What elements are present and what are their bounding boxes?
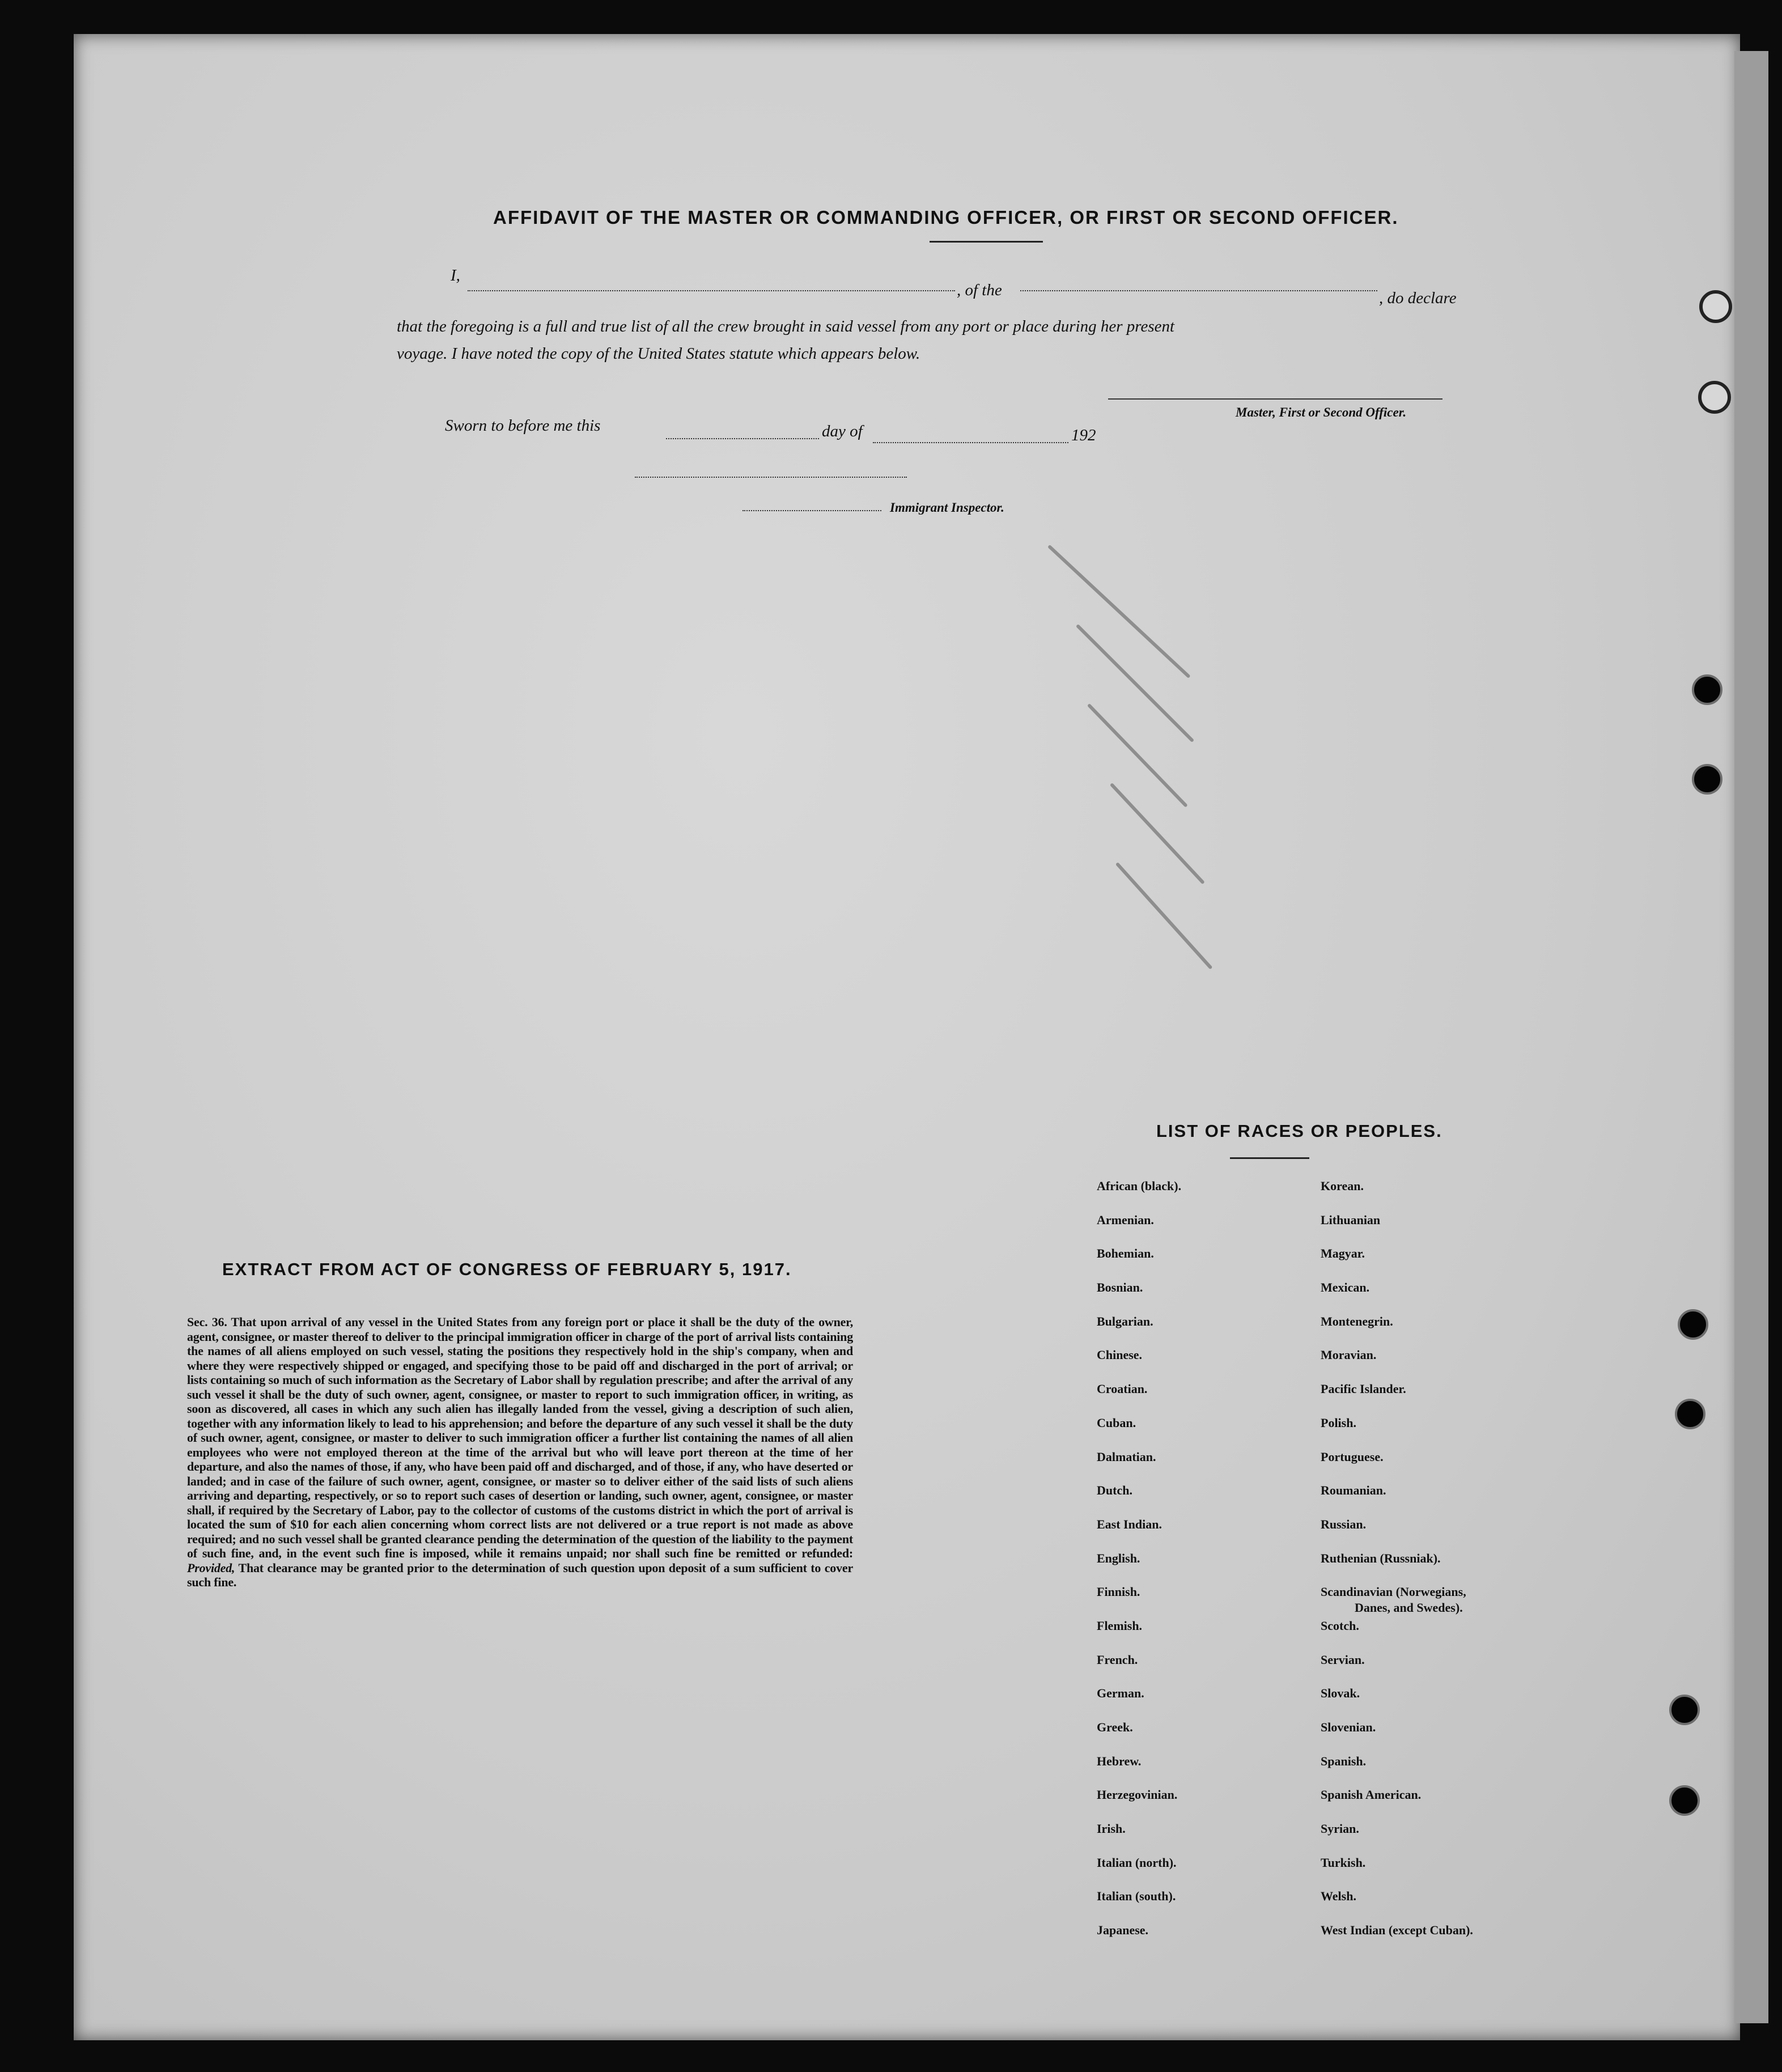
race-item: Flemish. [1097, 1618, 1143, 1633]
sworn-label: Sworn to before me this [445, 417, 601, 435]
race-item [1321, 1585, 1473, 1619]
race-item: Italian (north). [1097, 1855, 1177, 1870]
races-title-rule [1230, 1157, 1309, 1159]
race-item: Armenian. [1097, 1212, 1154, 1227]
race-item: Bohemian. [1097, 1246, 1154, 1261]
race-item: Irish. [1097, 1822, 1126, 1836]
inspector-signature-upper [635, 477, 907, 478]
day-of-label: day of [822, 422, 863, 440]
race-item: Polish. [1321, 1415, 1356, 1430]
of-the-label: , of the [957, 281, 1002, 299]
master-signature-field[interactable] [1108, 398, 1442, 400]
do-declare-label: , do declare [1379, 289, 1457, 307]
race-item: Russian. [1321, 1517, 1367, 1531]
provided-word: Provided, [187, 1560, 235, 1575]
race-item: Welsh. [1321, 1889, 1356, 1904]
affidavit-title: AFFIDAVIT OF THE MASTER OR COMMANDING OFFICER, OR FIRST OR SECOND OFFICER. [493, 207, 1399, 228]
inspector-signature-field[interactable] [742, 510, 881, 511]
title-rule [930, 241, 1043, 243]
race-item: Korean. [1321, 1179, 1364, 1193]
race-item: Mexican. [1321, 1280, 1370, 1295]
race-item: Bosnian. [1097, 1280, 1143, 1295]
race-item: Ruthenian (Russniak). [1321, 1551, 1441, 1565]
race-item: African (black). [1097, 1179, 1182, 1193]
races-column-a [1097, 1179, 1181, 1957]
race-item: Scotch. [1321, 1618, 1359, 1633]
race-item: Portuguese. [1321, 1449, 1384, 1464]
race-item: Italian (south). [1097, 1889, 1176, 1904]
race-item: Japanese. [1097, 1923, 1149, 1938]
race-item: Dalmatian. [1097, 1449, 1156, 1464]
race-item: English. [1097, 1551, 1140, 1565]
binder-hole [1669, 1785, 1700, 1816]
race-item: Montenegrin. [1321, 1314, 1393, 1328]
race-item: Greek. [1097, 1720, 1133, 1734]
race-item: Bulgarian. [1097, 1314, 1153, 1328]
statute-proviso: That clearance may be granted prior to the determination of such question upon deposit of a sum sufficient to cover such fine. [187, 1560, 854, 1589]
affidavit-body-line-2: voyage. I have noted the copy of the United States statute which appears below. [397, 345, 920, 363]
binder-hole [1698, 381, 1731, 414]
race-item: Slovenian. [1321, 1720, 1376, 1734]
race-item: Roumanian. [1321, 1483, 1386, 1498]
sworn-month-field[interactable] [873, 442, 1068, 443]
race-item-text: Scandinavian (Norwegians, [1321, 1585, 1466, 1599]
race-item: Cuban. [1097, 1415, 1136, 1430]
year-prefix: 192 [1071, 426, 1096, 444]
statute-body: That upon arrival of any vessel in the United States from any foreign port or place it shall be the duty of the owner, agent, consignee, or master thereof to deliver to the principal immigration officer in charge of the port of arrival lists containing the names of all aliens employed on such vessel, stating the positions they respectively hold in the ship's company, when and where they were respectively shipped or engaged, and specifying those to be paid off and discharged in the port of arrival; or lists containing so much of such information as the Secretary of Labor shall by regulation prescribe; and after the arrival of any such vessel it shall be the duty of such owner, agent, consignee, or master to report to such immigration officer, in writing, as soon as discovered, all cases in which any such alien has illegally landed from the vessel, giving a description of such alien, together with any information likely to lead to his apprehension; and before the departure of any such vessel it shall be the duty of such owner, agent, consignee, or master to deliver to such immigration officer a further list containing the names of all alien employees who were not employed thereon at the time of the arrival but who will leave port thereon at the time of her departure, and also the names of those, if any, who have been paid off and discharged, and of those, if any, who have deserted or landed; and in case of the failure of such owner, agent, consignee, or master so to deliver either of the said lists of such aliens arriving and departing, respectively, or so to report such cases of desertion or landing, such owner, agent, consignee, or master shall, if required by the Secretary of Labor, pay to the collector of customs of the customs district in which the port of arrival is located the sum of $10 for each alien concerning whom correct lists are not delivered or a true report is not made as above required; and no such vessel shall be granted clearance pending the determination of the question of the liability to the payment of such fine, and, in the event such fine is imposed, while it remains unpaid; nor shall such fine be remitted or refunded: [187, 1315, 854, 1560]
race-item: Finnish. [1097, 1585, 1140, 1599]
race-item: West Indian (except Cuban). [1321, 1923, 1473, 1938]
race-item: Lithuanian [1321, 1212, 1381, 1227]
section-label: Sec. 36. [187, 1315, 227, 1329]
race-item: Hebrew. [1097, 1753, 1142, 1768]
races-column-b [1321, 1179, 1473, 1957]
race-item: Croatian. [1097, 1382, 1148, 1396]
race-item: Slovak. [1321, 1686, 1360, 1701]
page-edge [1734, 51, 1768, 2023]
race-item: East Indian. [1097, 1517, 1162, 1531]
race-item: Dutch. [1097, 1483, 1132, 1498]
vessel-name-field[interactable] [1020, 290, 1377, 291]
binder-hole [1692, 764, 1722, 795]
binder-hole [1692, 674, 1722, 705]
affiant-name-field[interactable] [468, 290, 955, 291]
race-item: French. [1097, 1652, 1138, 1667]
race-item: Spanish American. [1321, 1787, 1422, 1802]
binder-hole [1699, 290, 1732, 323]
binder-hole [1669, 1695, 1700, 1725]
races-title: LIST OF RACES OR PEOPLES. [1156, 1121, 1442, 1141]
race-item: Moravian. [1321, 1348, 1377, 1362]
race-item: Herzegovinian. [1097, 1787, 1178, 1802]
race-item: Magyar. [1321, 1246, 1365, 1261]
binder-hole [1678, 1309, 1708, 1340]
race-item: Syrian. [1321, 1822, 1359, 1836]
race-item: Spanish. [1321, 1753, 1367, 1768]
extract-title: EXTRACT FROM ACT OF CONGRESS OF FEBRUARY 5, 1917. [222, 1259, 792, 1279]
race-item: Chinese. [1097, 1348, 1143, 1362]
sworn-day-field[interactable] [666, 438, 819, 439]
race-item: Servian. [1321, 1652, 1365, 1667]
affidavit-body-line-1: that the foregoing is a full and true list of all the crew brought in said vessel from any port or place during her present [397, 317, 1175, 336]
race-item-continuation: Danes, and Swedes). [1355, 1600, 1463, 1615]
inspector-caption: Immigrant Inspector. [890, 500, 1004, 515]
race-item: Pacific Islander. [1321, 1382, 1406, 1396]
race-item: Turkish. [1321, 1855, 1366, 1870]
race-item: German. [1097, 1686, 1144, 1701]
master-caption: Master, First or Second Officer. [1236, 405, 1407, 419]
binder-hole [1675, 1399, 1705, 1429]
affiant-prefix: I, [451, 266, 460, 285]
statute-text [187, 1315, 853, 1590]
